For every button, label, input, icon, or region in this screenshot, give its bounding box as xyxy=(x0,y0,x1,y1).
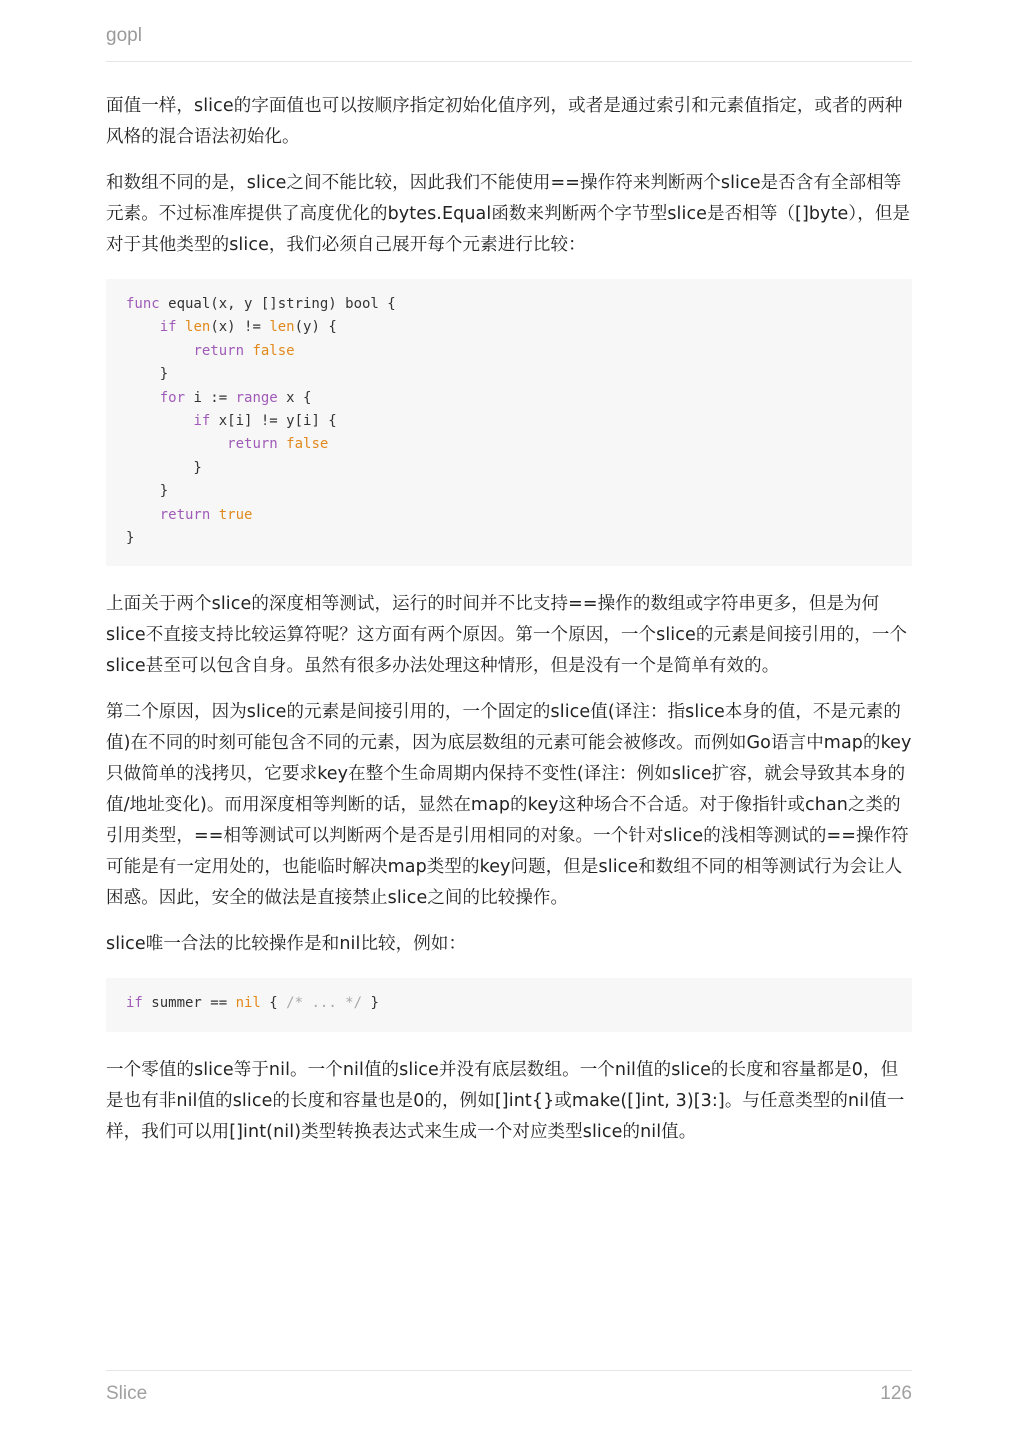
code-token: } xyxy=(362,995,379,1012)
code-token: x[i] != y[i] { xyxy=(210,413,337,430)
code-line xyxy=(126,387,892,410)
paragraph: slice唯一合法的比较操作是和nil比较，例如： xyxy=(106,934,467,955)
code-token xyxy=(126,413,193,429)
code-token: } xyxy=(126,530,135,547)
code-token: nil xyxy=(235,995,261,1012)
paragraph: 和数组不同的是，slice之间不能比较，因此我们不能使用==操作符来判断两个slice是否含有全部相等元素。不过标准库提供了高度优化的bytes.Equal函数来判断两个字节型slice是否相等（[]byte），但是对于其他类型的slice，我们必须自己展开每个元素进行比较： xyxy=(106,173,911,255)
code-line xyxy=(126,527,892,550)
code-token: false xyxy=(286,436,329,453)
page-footer xyxy=(106,1370,912,1411)
code-token: true xyxy=(218,506,253,523)
paragraph: 上面关于两个slice的深度相等测试，运行的时间并不比支持==操作的数组或字符串更多，但是为何slice不直接支持比较运算符呢？这方面有两个原因。第一个原因，一个slice的元素是间接引用的，一个slice甚至可以包含自身。虽然有很多办法处理这种情形，但是没有一个是简单有效的。 xyxy=(106,594,908,677)
code-token: return xyxy=(159,506,211,523)
code-token: } xyxy=(126,483,169,500)
paragraph: 第二个原因，因为slice的元素是间接引用的，一个固定的slice值(译注：指slice本身的值，不是元素的值)在不同的时刻可能包含不同的元素，因为底层数组的元素可能会被修改。而例如Go语言中map的key只做简单的浅拷贝，它要求key在整个生命周期内保持不变性(译注：例如slice扩容，就会导致其本身的值/地址变化)。而用深度相等判断的话，显然在map的key这种场合不合适。对于像指针或chan之类的引用类型，==相等测试可以判断两个是否是引用相同的对象。一个针对slice的浅相等测试的==操作符可能是有一定用处的，也能临时解决map类型的key问题，但是slice和数组不同的相等测试行为会让人困惑。因此，安全的做法是直接禁止slice之间的比较操作。 xyxy=(106,702,912,909)
code-token xyxy=(278,436,286,452)
paragraph: 一个零值的slice等于nil。一个nil值的slice并没有底层数组。一个nil值的slice的长度和容量都是0，但是也有非nil值的slice的长度和容量也是0的，例如[]int{}或make([]int, 3)[3:]。与任意类型的nil值一样，我们可以用[]int(nil)类型转换表达式来生成一个对应类型slice的nil值。 xyxy=(106,1059,905,1142)
code-token: i := xyxy=(185,389,236,406)
code-token: } xyxy=(126,366,169,383)
code-token xyxy=(126,436,227,452)
code-token xyxy=(210,507,218,523)
code-token: for xyxy=(159,389,186,406)
chapter-title: Slice xyxy=(106,1383,148,1404)
page-content xyxy=(106,91,912,1163)
code-line xyxy=(126,410,892,433)
code-token xyxy=(126,390,160,406)
code-line xyxy=(126,363,892,386)
code-line xyxy=(126,340,892,363)
code-token: if xyxy=(193,413,211,430)
code-token: return xyxy=(193,342,245,359)
code-token: /* ... */ xyxy=(286,995,363,1012)
page-number: 126 xyxy=(880,1383,912,1404)
code-block-nil-compare xyxy=(106,978,912,1031)
code-token: equal(x, y []string) bool { xyxy=(159,296,396,312)
code-token: func xyxy=(126,296,160,312)
code-line xyxy=(126,293,892,316)
code-line xyxy=(126,504,892,527)
code-token xyxy=(126,343,193,359)
code-token: return xyxy=(227,436,278,453)
code-token xyxy=(126,319,160,335)
code-token: range xyxy=(235,389,278,406)
code-token: (y) { xyxy=(294,319,337,336)
code-token xyxy=(126,507,160,523)
code-line xyxy=(126,480,892,503)
code-token: len xyxy=(185,319,211,336)
code-token: (x) != xyxy=(210,319,270,336)
code-token: len xyxy=(269,319,295,336)
book-title: gopl xyxy=(106,25,142,46)
code-line xyxy=(126,992,892,1015)
page-header xyxy=(106,24,912,62)
code-token: } xyxy=(126,459,202,476)
code-line xyxy=(126,433,892,456)
code-token: if xyxy=(126,995,143,1012)
code-line xyxy=(126,316,892,339)
code-token: x { xyxy=(277,389,312,406)
paragraph: 面值一样，slice的字面值也可以按顺序指定初始化值序列，或者是通过索引和元素值指定，或者的两种风格的混合语法初始化。 xyxy=(106,96,903,147)
code-block-equal-func xyxy=(106,279,912,566)
code-token: summer == xyxy=(142,995,236,1012)
code-token: false xyxy=(252,342,295,359)
code-line xyxy=(126,457,892,480)
code-token xyxy=(177,319,185,335)
code-token: { xyxy=(260,995,287,1012)
code-token: if xyxy=(159,319,177,336)
